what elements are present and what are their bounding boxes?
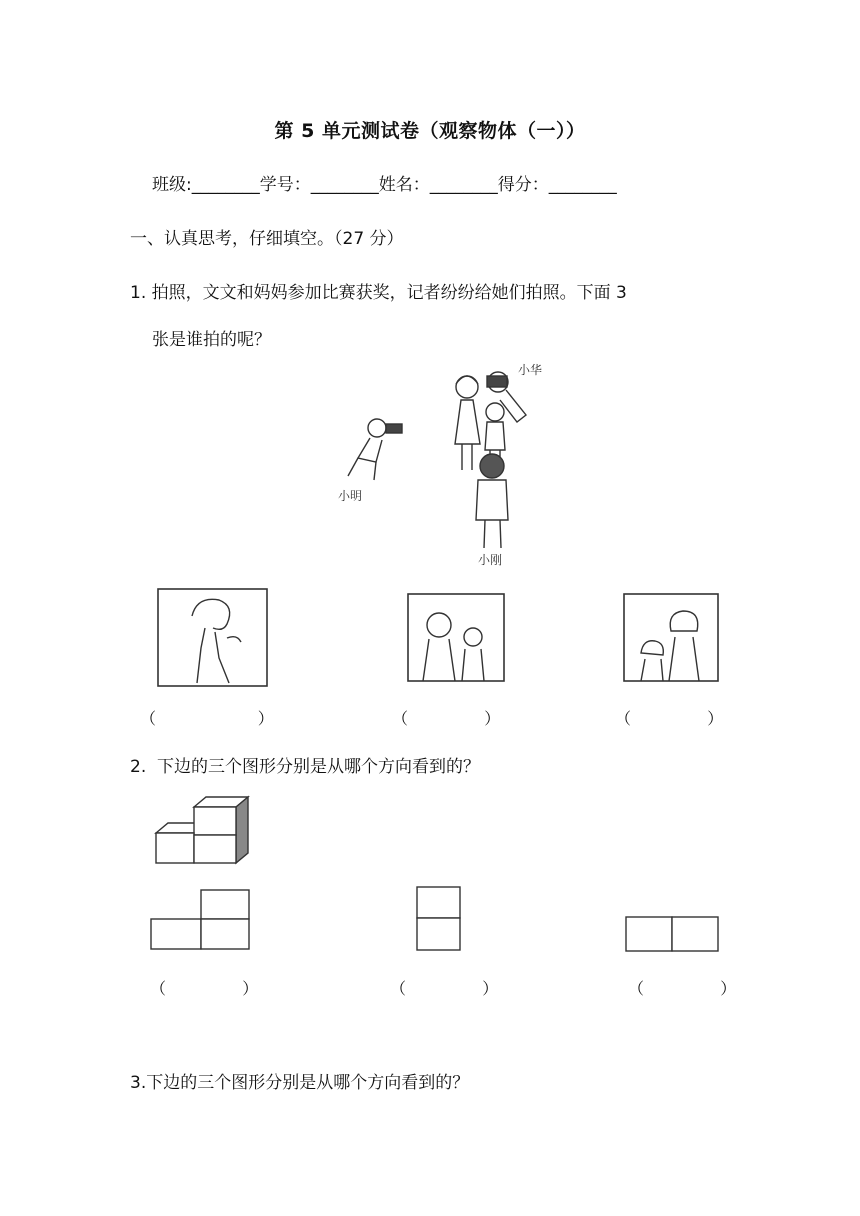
question-1-line-2: 张是谁拍的呢？ <box>152 330 271 350</box>
view-shape-2 <box>416 886 462 952</box>
photo-option-3 <box>623 593 719 682</box>
q1-answer-blank-3[interactable]: （ ） <box>615 709 724 728</box>
section-heading: 一、认真思考，仔细填空。（27 分） <box>130 229 404 249</box>
question-3-text: 3.下边的三个图形分别是从哪个方向看到的？ <box>130 1073 470 1093</box>
mother-figure <box>455 376 480 470</box>
cube-stack-3d <box>150 795 260 870</box>
photo-scene-illustration <box>330 360 560 570</box>
q2-answer-blank-3[interactable]: （ ） <box>628 979 737 998</box>
question-2-text: 2. 下边的三个图形分别是从哪个方向看到的？ <box>130 757 481 777</box>
label-xiaohua: 小华 <box>518 363 543 377</box>
q2-answer-blank-2[interactable]: （ ） <box>390 979 499 998</box>
view-shape-3 <box>625 916 721 953</box>
question-1-line-1: 1. 拍照，文文和妈妈参加比赛获奖，记者纷纷给她们拍照。下面 3 <box>130 283 627 303</box>
xiaogang-figure <box>476 454 508 548</box>
student-info-line: 班级:________学号：________姓名：________得分：________ <box>152 175 617 195</box>
xiaoming-figure <box>348 419 402 480</box>
photo-option-1 <box>157 588 268 687</box>
q1-answer-blank-1[interactable]: （ ） <box>140 709 274 728</box>
page-title: 第 5 单元测试卷（观察物体（一）） <box>274 120 586 142</box>
q1-answer-blank-2[interactable]: （ ） <box>392 709 501 728</box>
label-xiaoming: 小明 <box>338 489 363 503</box>
q2-answer-blank-1[interactable]: （ ） <box>150 979 259 998</box>
xiaohua-figure <box>487 372 526 422</box>
photo-option-2 <box>407 593 505 682</box>
view-shape-1 <box>150 889 252 951</box>
label-xiaogang: 小刚 <box>478 553 503 567</box>
